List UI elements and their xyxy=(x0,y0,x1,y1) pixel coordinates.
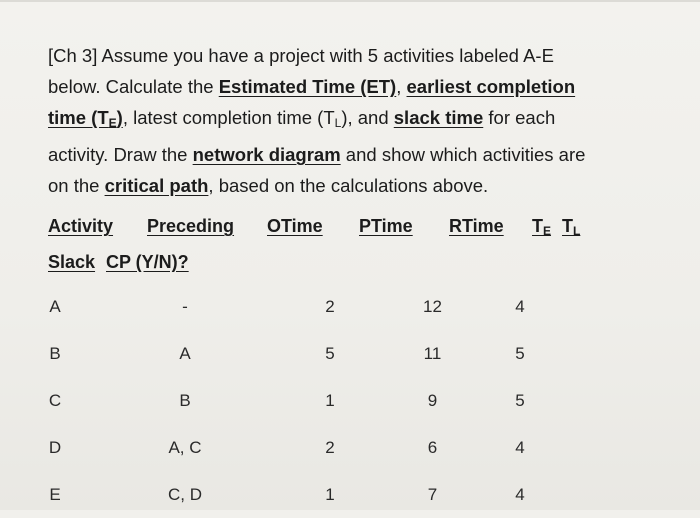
cell-ptime: 12 xyxy=(423,296,442,316)
cell-otime: 2 xyxy=(325,296,335,316)
header-rtime: RTime xyxy=(449,216,504,236)
prompt-text: , latest completion time (T xyxy=(122,107,335,128)
prompt-text: , based on the calculations above. xyxy=(208,175,489,196)
cell-rtime: 4 xyxy=(515,484,525,504)
cell-activity: E xyxy=(49,484,61,504)
cell-rtime: 4 xyxy=(515,437,525,457)
cell-activity: B xyxy=(49,343,61,363)
term-critical-path: critical path xyxy=(104,175,209,196)
table-row xyxy=(20,283,555,330)
prompt-text: for each xyxy=(483,107,556,128)
prompt-text: and show which activities are xyxy=(340,144,586,165)
cell-activity: A xyxy=(49,296,61,316)
prompt-line-4 xyxy=(48,139,658,170)
table-header xyxy=(48,211,668,278)
cell-ptime: 6 xyxy=(427,437,438,457)
question-prompt xyxy=(48,40,658,201)
prompt-text: ), and xyxy=(341,107,394,128)
prompt-line-5 xyxy=(48,170,658,201)
term-earliest-completion-time xyxy=(48,107,123,128)
cell-preceding: A, C xyxy=(168,437,202,457)
cell-rtime: 4 xyxy=(515,296,525,316)
table-row xyxy=(20,424,555,471)
cell-ptime: 11 xyxy=(423,343,442,363)
term-earliest-completion: earliest completion xyxy=(406,76,576,97)
header-slack: Slack xyxy=(48,252,96,272)
header-te-letter: T xyxy=(532,216,543,236)
cell-ptime: 7 xyxy=(427,484,438,504)
table-row xyxy=(20,330,555,377)
header-tl-letter: T xyxy=(562,216,573,236)
cell-otime: 5 xyxy=(325,343,335,363)
prompt-text: below. Calculate the xyxy=(48,76,219,97)
table-row xyxy=(20,377,555,424)
cell-preceding: C, D xyxy=(168,484,202,504)
header-tl xyxy=(562,211,592,247)
header-critical-path: CP (Y/N)? xyxy=(106,252,189,272)
header-otime: OTime xyxy=(267,216,323,236)
cell-ptime: 9 xyxy=(427,390,438,410)
header-preceding: Preceding xyxy=(147,216,235,236)
prompt-line-1 xyxy=(48,40,658,71)
cell-preceding: A xyxy=(179,343,191,363)
header-activity: Activity xyxy=(48,216,114,236)
activity-table xyxy=(20,283,555,518)
header-te xyxy=(532,211,562,247)
header-row-2 xyxy=(48,247,668,278)
prompt-line-3 xyxy=(48,102,658,139)
cell-rtime: 5 xyxy=(515,343,525,363)
term-text: ) xyxy=(116,107,123,128)
paper-edge xyxy=(0,0,700,2)
table-row xyxy=(20,471,555,518)
term-slack-time: slack time xyxy=(393,107,484,128)
subscript-l: L xyxy=(334,116,342,130)
prompt-text: , xyxy=(396,76,407,97)
cell-preceding: - xyxy=(182,296,188,316)
cell-otime: 1 xyxy=(325,484,335,504)
prompt-text: on the xyxy=(48,175,105,196)
term-text: time (T xyxy=(48,107,109,128)
subscript-e: E xyxy=(108,116,117,130)
cell-activity: D xyxy=(48,437,62,457)
cell-otime: 2 xyxy=(325,437,335,457)
prompt-text: activity. Draw the xyxy=(48,144,193,165)
header-tl-subscript: L xyxy=(573,224,581,238)
prompt-line-2 xyxy=(48,71,658,102)
prompt-text: [Ch 3] Assume you have a project with 5 activities labeled A-E xyxy=(48,45,554,66)
cell-preceding: B xyxy=(179,390,191,410)
cell-rtime: 5 xyxy=(515,390,525,410)
header-ptime: PTime xyxy=(359,216,413,236)
header-row-1 xyxy=(48,211,668,247)
header-te-subscript: E xyxy=(543,224,552,238)
cell-activity: C xyxy=(48,390,62,410)
cell-otime: 1 xyxy=(325,390,335,410)
term-network-diagram: network diagram xyxy=(192,144,341,165)
term-estimated-time: Estimated Time (ET) xyxy=(218,76,397,97)
